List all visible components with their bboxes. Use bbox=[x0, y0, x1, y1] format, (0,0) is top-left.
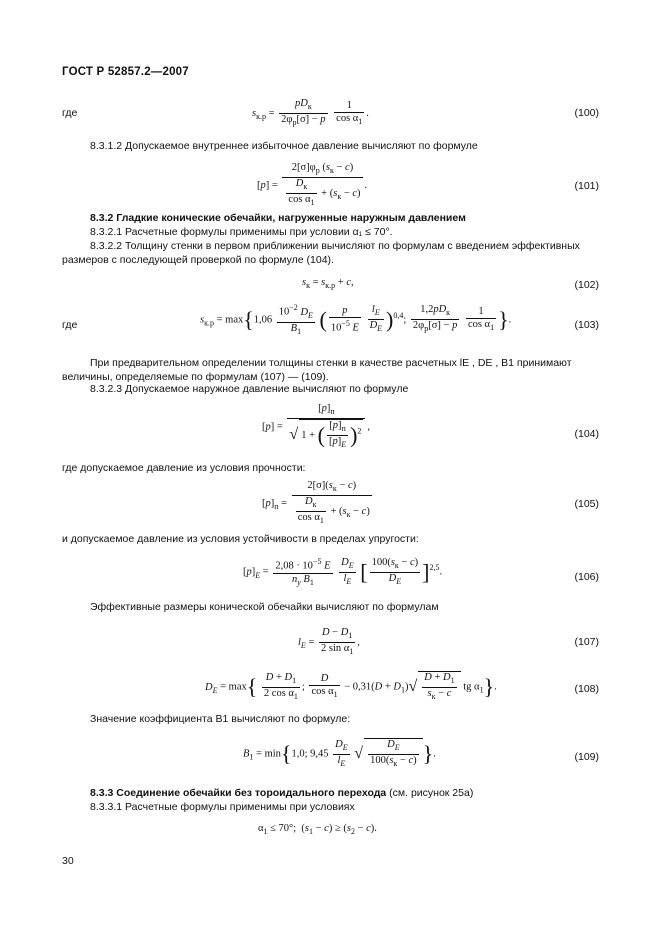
equation-number-102: (102) bbox=[574, 279, 599, 291]
equation-number-106: (106) bbox=[574, 571, 599, 583]
equation-number-101: (101) bbox=[574, 180, 599, 192]
equation-number-109: (109) bbox=[574, 751, 599, 763]
section-8-3-2-title: 8.3.2 Гладкие конические обечайки, нагруженные наружным давлением bbox=[90, 212, 466, 224]
paragraph-b1: Значение коэффициента B1 вычисляют по формуле: bbox=[90, 713, 351, 725]
section-8-3-3-heading: 8.3.3 Соединение обечайки без тороидального перехода bbox=[90, 787, 387, 799]
document-header: ГОСТ Р 52857.2—2007 bbox=[62, 66, 189, 78]
formula-107: $l_E$ = $\frac{D - D_1}{2 \sin \alpha_1}$ , bbox=[298, 627, 360, 657]
formula-conditions: $\alpha_1 \le 70^\circ$; $(s_1 - c) \ge (s_2 - c)$. bbox=[258, 823, 377, 837]
equation-number-100: (100) bbox=[574, 107, 599, 119]
paragraph-stability: и допускаемое давление из условия устойчивости в пределах упругости: bbox=[62, 533, 419, 545]
section-8-3-3-title bbox=[62, 786, 599, 800]
equation-number-107: (107) bbox=[574, 636, 599, 648]
where-label-100: где bbox=[62, 107, 78, 119]
equation-number-103: (103) bbox=[574, 319, 599, 331]
page-number: 30 bbox=[62, 855, 74, 867]
formula-102: $s_к = s_{к.р} + c$, bbox=[302, 277, 354, 291]
equation-number-108: (108) bbox=[574, 683, 599, 695]
paragraph-preliminary: При предварительном определении толщины стенки в качестве расчетных lE , DE , B1 принимают величины, определяемые по формулам (107) — (109). bbox=[62, 357, 572, 383]
formula-100: $s_{к.р}$ = $\frac{pD_к}{2\varphi_р[\sigma] - p}$ $\frac{1}{\cos \alpha_1}$ . bbox=[252, 98, 369, 128]
paragraph-8-3-1-2: 8.3.1.2 Допускаемое внутреннее избыточное давление вычисляют по формуле bbox=[90, 140, 478, 152]
paragraph-8-3-2-2: 8.3.2.2 Толщину стенки в первом приближении вычисляют по формулам с введением эффективных размеров с последующей проверкой по формуле (104). bbox=[62, 240, 580, 266]
formula-103: $s_{к.р} = \max\{1,06$ $\frac{10^{-2} D_E}{B_1}$ ( $\frac{p}{10^{-5} E}$ $\frac{l_E}{D_E}$ )$^{0,4}$; $\frac{1,2pD_к}{2\varphi_р[\sigma] - p}$ $\frac{1}{\cos \alpha_1}$ }. bbox=[200, 303, 512, 336]
equation-number-104: (104) bbox=[574, 428, 599, 440]
section-8-3-3-reference: (см. рисунок 25а) bbox=[386, 787, 474, 799]
paragraph-8-3-2-1: 8.3.2.1 Расчетные формулы применимы при условии α₁ ≤ 70°. bbox=[90, 226, 393, 238]
paragraph-strength: где допускаемое давление из условия прочности: bbox=[62, 462, 306, 474]
paragraph-8-3-2-3: 8.3.2.3 Допускаемое наружное давление вычисляют по формуле bbox=[90, 383, 409, 395]
paragraph-effective-sizes: Эффективные размеры конической обечайки вычисляют по формулам bbox=[90, 601, 439, 613]
formula-105: $[p]_п$ = $2[\sigma](s_к - c)$ $\frac{D_к}{\cos \alpha_1}$ + $(s_к - c)$ bbox=[262, 480, 370, 526]
where-label-103: где bbox=[62, 319, 78, 331]
equation-number-105: (105) bbox=[574, 498, 599, 510]
formula-109: $B_1 = \min\{1,0$; 9,45 $\frac{D_E}{l_E}$ √ $\frac{D_E}{100(s_к - c)}$ }. bbox=[243, 738, 436, 769]
formula-104: [p] = $[p]_п$ √ 1 + ( $\frac{[p]_п}{[p]_E}$ )$^2$ , bbox=[262, 403, 371, 450]
formula-108: $D_E = \max${ $\frac{D + D_1}{2 \cos \alpha_1}$ ; $\frac{D}{\cos \alpha_1}$ − $0,31(D + D_1)√$ $\frac{D + D_1}{s_к - c}$ tg $\alpha_1$}. bbox=[205, 671, 497, 702]
formula-101: [p] = $2[\sigma]\varphi_р$ $(s_к - c)$ $\frac{D_к}{\cos \alpha_1}$ + $(s_к - c)$ . bbox=[257, 162, 368, 208]
paragraph-8-3-3-1: 8.3.3.1 Расчетные формулы применимы при условиях bbox=[90, 801, 355, 813]
formula-106: $[p]_E$ = $\frac{2,08 \cdot 10^{-5} E}{n_y B_1}$ $\frac{D_E}{l_E}$ [ $\frac{100(s_к - c)}{D_E}$ ]$^{2,5}$. bbox=[243, 556, 443, 587]
